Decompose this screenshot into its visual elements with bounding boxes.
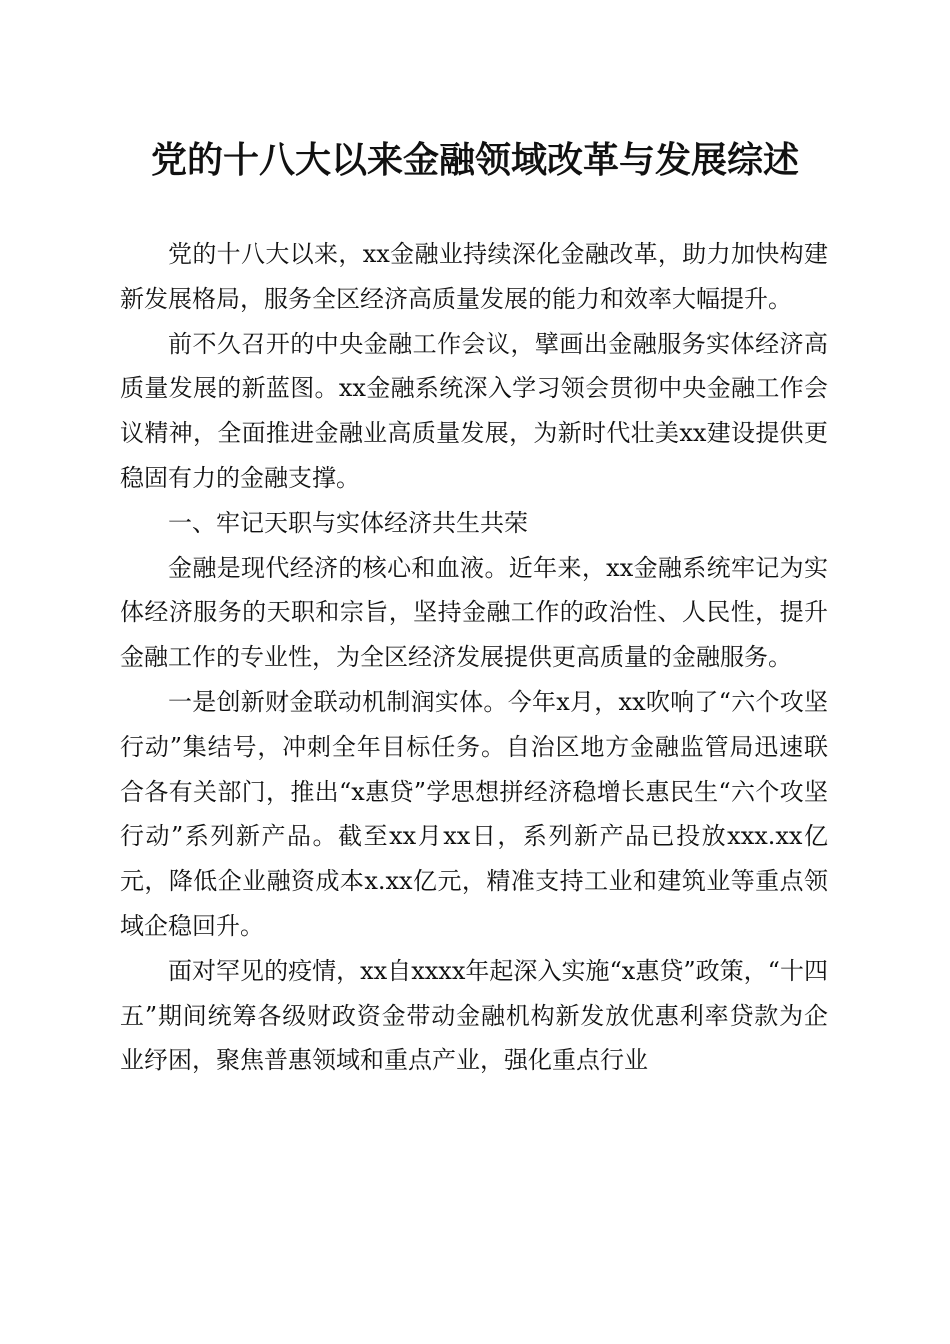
- point-1-lead: 一是创新财金联动机制润实体。: [168, 687, 508, 716]
- paragraph-point-1: [120, 680, 828, 949]
- point-1-text: 今年x月，xx吹响了“六个攻坚行动”集结号，冲刺全年目标任务。自治区地方金融监管局迅速联合各有关部门，推出“x惠贷”学思想拼经济稳增长惠民生“六个攻坚行动”系列新产品。截至xx月xx日，系列新产品已投放xxx.xx亿元，降低企业融资成本x.xx亿元，精准支持工业和建筑业等重点领域企稳回升。: [120, 687, 829, 940]
- paragraph-conference: 前不久召开的中央金融工作会议，擘画出金融服务实体经济高质量发展的新蓝图。xx金融系统深入学习领会贯彻中央金融工作会议精神，全面推进金融业高质量发展，为新时代壮美xx建设提供更稳固有力的金融支撑。: [120, 329, 828, 492]
- section-heading-1: 一、牢记天职与实体经济共生共荣: [168, 508, 528, 537]
- paragraph-section-1: 金融是现代经济的核心和血液。近年来，xx金融系统牢记为实体经济服务的天职和宗旨，坚持金融工作的政治性、人民性，提升金融工作的专业性，为全区经济发展提供更高质量的金融服务。: [120, 553, 828, 672]
- document-title: 党的十八大以来金融领域改革与发展综述: [150, 139, 799, 181]
- paragraph-intro: 党的十八大以来，xx金融业持续深化金融改革，助力加快构建新发展格局，服务全区经济高质量发展的能力和效率大幅提升。: [120, 240, 828, 313]
- paragraph-epidemic: 面对罕见的疫情，xx自xxxx年起深入实施“x惠贷”政策，“十四五”期间统筹各级财政资金带动金融机构新发放优惠利率贷款为企业纾困，聚焦普惠领域和重点产业，强化重点行业: [120, 956, 828, 1075]
- document-body: [120, 232, 828, 1083]
